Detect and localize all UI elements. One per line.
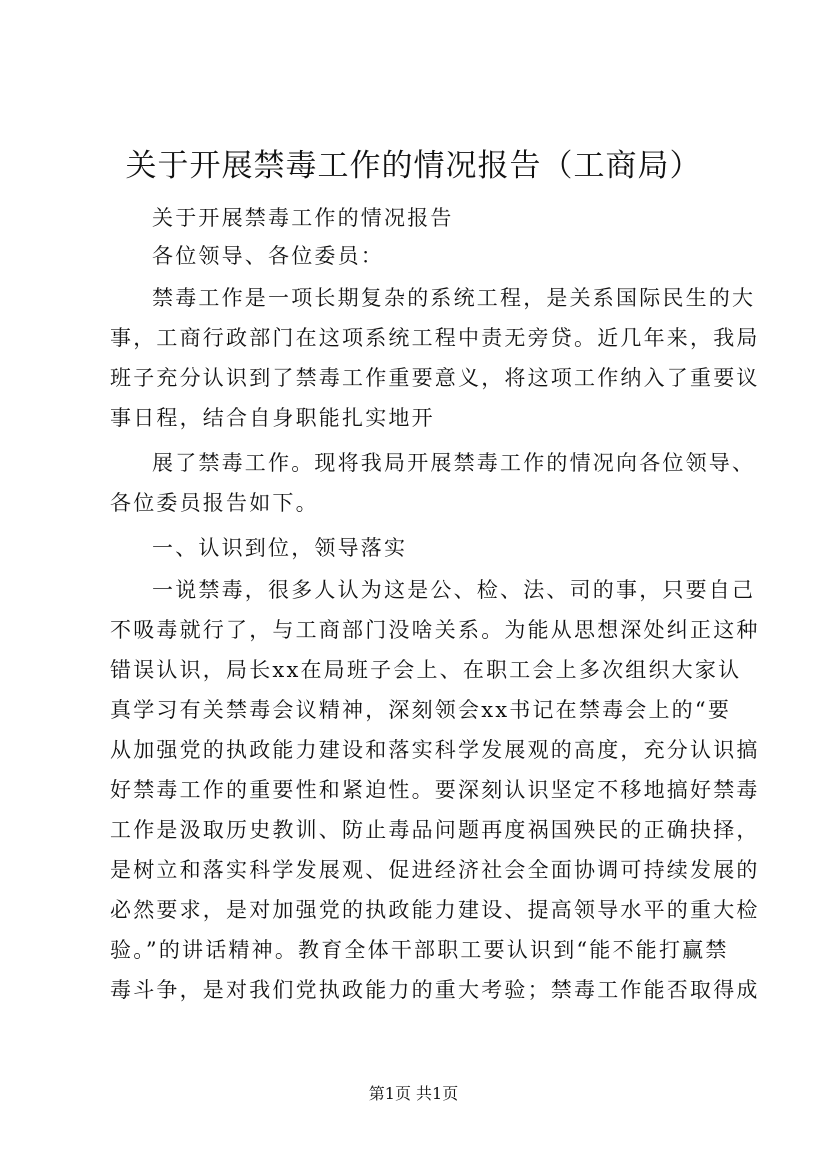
document-title: 关于开展禁毒工作的情况报告（工商局） bbox=[125, 148, 702, 184]
salutation-line: 各位领导、各位委员： bbox=[152, 244, 384, 268]
paragraph-line: 好禁毒工作的重要性和紧迫性。要深刻认识坚定不移地搞好禁毒 bbox=[110, 778, 760, 802]
paragraph-line: 班子充分认识到了禁毒工作重要意义，将这项工作纳入了重要议 bbox=[110, 366, 760, 390]
paragraph-line: 错误认识，局长xx在局班子会上、在职工会上多次组织大家认 bbox=[110, 658, 742, 682]
paragraph-line: 一说禁毒，很多人认为这是公、检、法、司的事，只要自己 bbox=[152, 578, 756, 602]
paragraph-line: 事，工商行政部门在这项系统工程中责无旁贷。近几年来，我局 bbox=[110, 326, 760, 350]
paragraph-line: 必然要求，是对加强党的执政能力建设、提高领导水平的重大检 bbox=[110, 898, 760, 922]
paragraph-line: 验。”的讲话精神。教育全体干部职工要认识到“能不能打赢禁 bbox=[110, 938, 729, 962]
section-heading: 一、认识到位，领导落实 bbox=[152, 536, 408, 560]
page-footer: 第1页 共1页 bbox=[368, 1084, 459, 1103]
subtitle-line: 关于开展禁毒工作的情况报告 bbox=[152, 206, 454, 230]
paragraph-line: 工作是汲取历史教训、防止毒品问题再度祸国殃民的正确抉择， bbox=[110, 818, 760, 842]
paragraph-line: 展了禁毒工作。现将我局开展禁毒工作的情况向各位领导、 bbox=[152, 451, 756, 475]
paragraph-line: 不吸毒就行了，与工商部门没啥关系。为能从思想深处纠正这种 bbox=[110, 618, 760, 642]
paragraph-line: 毒斗争，是对我们党执政能力的重大考验；禁毒工作能否取得成 bbox=[110, 978, 760, 1002]
paragraph-line: 事日程，结合自身职能扎实地开 bbox=[110, 406, 435, 430]
paragraph-line: 各位委员报告如下。 bbox=[110, 491, 319, 515]
paragraph-line: 从加强党的执政能力建设和落实科学发展观的高度，充分认识搞 bbox=[110, 738, 760, 762]
paragraph-line: 禁毒工作是一项长期复杂的系统工程，是关系国际民生的大 bbox=[152, 286, 756, 310]
paragraph-line: 是树立和落实科学发展观、促进经济社会全面协调可持续发展的 bbox=[110, 858, 760, 882]
paragraph-line: 真学习有关禁毒会议精神，深刻领会xx书记在禁毒会上的“要 bbox=[110, 698, 732, 722]
